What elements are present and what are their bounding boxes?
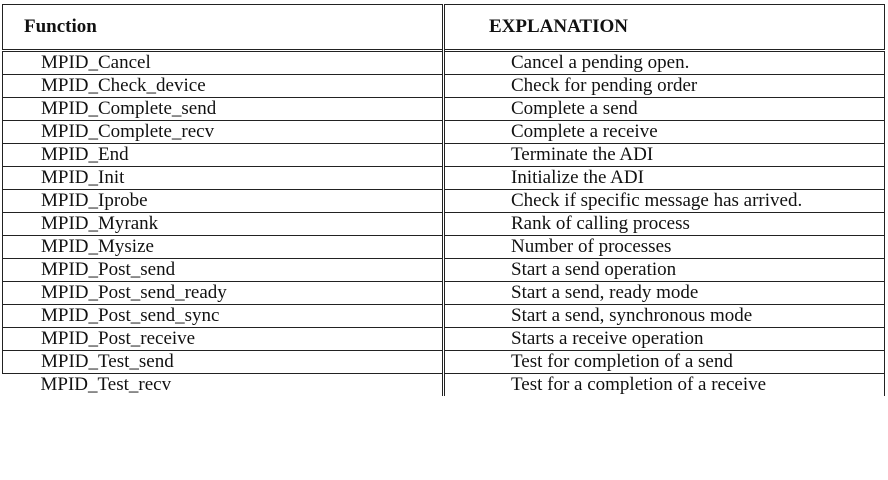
explanation-cell: Check if specific message has arrived.	[444, 190, 885, 213]
table-row	[3, 236, 885, 259]
table-row	[3, 144, 885, 167]
function-name-cell: MPID_Check_device	[3, 75, 444, 98]
explanation-cell: Check for pending order	[444, 75, 885, 98]
explanation-cell: Initialize the ADI	[444, 167, 885, 190]
explanation-cell: Test for a completion of a receive	[444, 374, 885, 397]
function-name-cell: MPID_Complete_send	[3, 98, 444, 121]
function-name-cell: MPID_Mysize	[3, 236, 444, 259]
table-row	[3, 305, 885, 328]
explanation-cell: Starts a receive operation	[444, 328, 885, 351]
table-header-row	[3, 5, 885, 51]
function-name-cell: MPID_Post_send_sync	[3, 305, 444, 328]
table-row	[3, 374, 885, 397]
function-name-cell: MPID_Complete_recv	[3, 121, 444, 144]
table-row	[3, 75, 885, 98]
function-name-cell: MPID_Post_receive	[3, 328, 444, 351]
table-row	[3, 351, 885, 374]
table-row	[3, 282, 885, 305]
function-name-cell: MPID_Test_send	[3, 351, 444, 374]
header-explanation: EXPLANATION	[444, 5, 885, 51]
function-table	[2, 4, 885, 396]
table-row	[3, 98, 885, 121]
function-name-cell: MPID_End	[3, 144, 444, 167]
table-body	[3, 51, 885, 397]
explanation-cell: Complete a receive	[444, 121, 885, 144]
explanation-cell: Terminate the ADI	[444, 144, 885, 167]
function-name-cell: MPID_Post_send_ready	[3, 282, 444, 305]
explanation-cell: Cancel a pending open.	[444, 51, 885, 75]
table-row	[3, 167, 885, 190]
table-row	[3, 121, 885, 144]
table-row	[3, 328, 885, 351]
header-function: Function	[3, 5, 444, 51]
table-row	[3, 190, 885, 213]
explanation-cell: Start a send operation	[444, 259, 885, 282]
table-row	[3, 259, 885, 282]
function-name-cell: MPID_Iprobe	[3, 190, 444, 213]
explanation-cell: Start a send, ready mode	[444, 282, 885, 305]
table-row	[3, 213, 885, 236]
explanation-cell: Start a send, synchronous mode	[444, 305, 885, 328]
explanation-cell: Test for completion of a send	[444, 351, 885, 374]
table-row	[3, 51, 885, 75]
function-name-cell: MPID_Test_recv	[3, 374, 444, 397]
function-name-cell: MPID_Post_send	[3, 259, 444, 282]
explanation-cell: Complete a send	[444, 98, 885, 121]
function-name-cell: MPID_Cancel	[3, 51, 444, 75]
function-name-cell: MPID_Init	[3, 167, 444, 190]
explanation-cell: Rank of calling process	[444, 213, 885, 236]
explanation-cell: Number of processes	[444, 236, 885, 259]
function-name-cell: MPID_Myrank	[3, 213, 444, 236]
